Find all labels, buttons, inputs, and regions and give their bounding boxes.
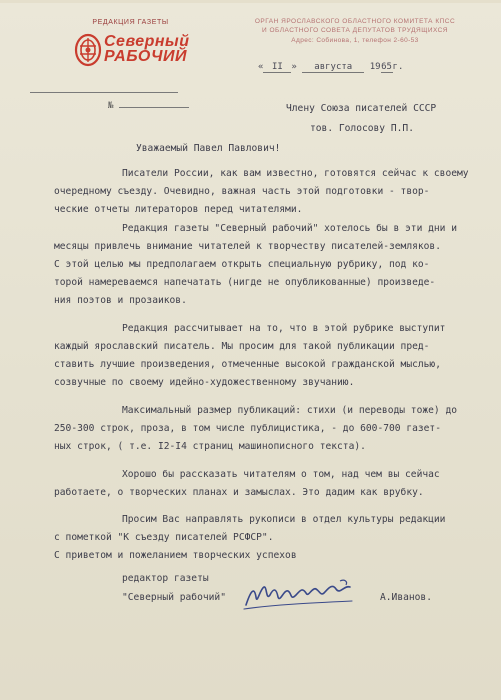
date-month: августа (302, 62, 364, 73)
body-line: ных строк, ( т.е. I2-I4 страниц машинописного текста). (54, 441, 366, 452)
organ-line-2: И ОБЛАСТНОГО СОВЕТА ДЕПУТАТОВ ТРУДЯЩИХСЯ (261, 27, 448, 34)
number-prefix: № (108, 101, 114, 111)
body-line: месяцы привлечь внимание читателей к творчеству писателей-земляков. (54, 241, 441, 252)
body-line: Хорошо бы рассказать читателям о том, над чем вы сейчас (122, 469, 440, 480)
address: Адрес: Собинова, 1, телефон 2-60-53 (291, 37, 419, 44)
recipient-line-1: Члену Союза писателей СССР (286, 103, 437, 114)
letter-date: « II » августа 1965г. (258, 62, 404, 72)
date-year-prefix: 19 (369, 62, 381, 72)
body-line: с пометкой "К съезду писателей РСФСР". (54, 532, 274, 543)
body-line: очередному съезду. Очевидно, важная часть этой подготовки - твор- (54, 186, 430, 197)
body-line: ческие отчеты литераторов перед читателями. (54, 204, 303, 215)
brand-line-2: РАБОЧИЙ (104, 48, 188, 66)
body-line: торой намереваемся напечатать (нигде не опубликованные) произведе- (54, 277, 436, 288)
body-line: Редакция рассчитывает на то, что в этой рубрике выступит (122, 323, 446, 334)
brand-line-1: Северный (104, 33, 190, 50)
newspaper-brand (104, 34, 190, 64)
body-line: созвучные по своему идейно-художественному звучанию. (54, 377, 355, 388)
date-year: 65 (381, 62, 392, 72)
body-line: Максимальный размер публикаций: стихи (и переводы тоже) до (122, 405, 458, 416)
body-line: Просим Вас направлять рукописи в отдел культуры редакции (122, 514, 446, 525)
body-line: Писатели России, как вам известно, готовятся сейчас к своему (122, 168, 469, 179)
body-line: ния поэтов и прозаиков. (54, 295, 187, 306)
body-line: С приветом и пожеланием творческих успехов (54, 550, 297, 561)
body-line: Редакция газеты "Северный рабочий" хотелось бы в эти дни и (122, 223, 458, 234)
recipient-line-2: тов. Голосову П.П. (310, 123, 414, 134)
closing-position: редактор газеты (122, 573, 209, 584)
date-day: II (263, 62, 291, 73)
body-line: работаете, о творческих планах и замыслах. Это дадим как врубку. (54, 487, 424, 498)
organ-line-1: ОРГАН ЯРОСЛАВСКОГО ОБЛАСТНОГО КОМИТЕТА КПСС (254, 18, 456, 25)
closing-newspaper: "Северный рабочий" (122, 592, 226, 603)
salutation: Уважаемый Павел Павлович! (136, 143, 281, 154)
organ-description (236, 17, 474, 35)
header-rule (30, 92, 178, 93)
body-line: каждый ярославский писатель. Мы просим для такой публикации пред- (54, 341, 430, 352)
newspaper-emblem-icon (74, 33, 102, 67)
header-label: РЕДАКЦИЯ ГАЗЕТЫ (92, 19, 169, 26)
letter-number (108, 101, 189, 111)
closing-name: А.Иванов. (380, 592, 432, 603)
handwritten-signature-icon (240, 575, 370, 615)
body-line: ставить лучшие произведения, отмеченные высокой гражданской мыслью, (54, 359, 441, 370)
date-suffix: г. (392, 62, 404, 72)
body-line: 250-300 строк, проза, в том числе публицистика, - до 600-700 газет- (54, 423, 441, 434)
body-line: С этой целью мы предполагаем открыть специальную рубрику, под ко- (54, 259, 430, 270)
number-blank (119, 107, 189, 108)
